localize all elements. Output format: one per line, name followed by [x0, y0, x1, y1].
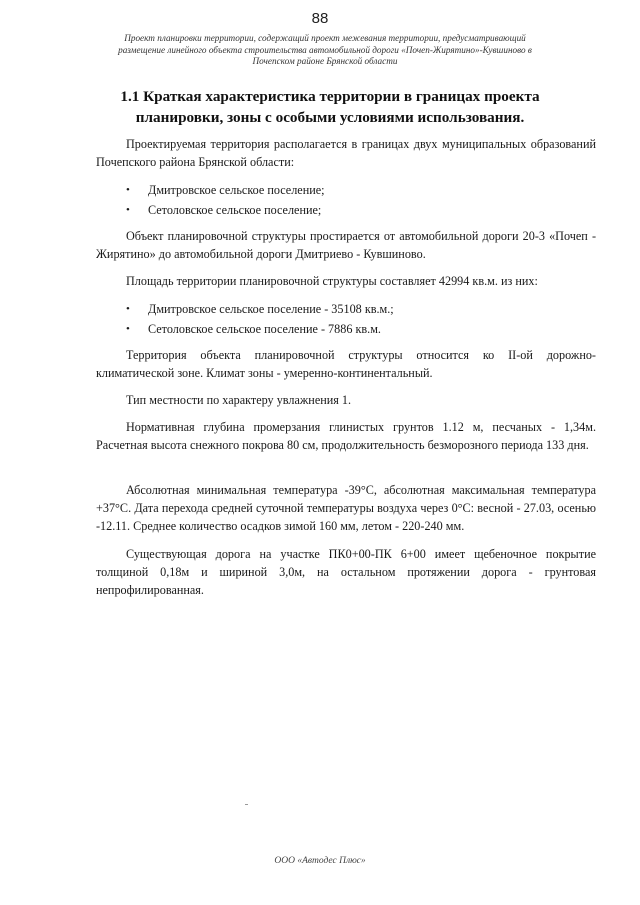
header-line-3: Почепском районе Брянской области	[252, 56, 398, 66]
section-title-line-1: 1.1 Краткая характеристика территории в границах проекта	[120, 88, 540, 105]
page-number: 88	[311, 10, 329, 27]
paragraph-territory-location: Проектируемая территория располагается в границах двух муниципальных образований Почепского района Брянской области:	[96, 137, 596, 169]
section-title-line-2: планировки, зоны с особыми условиями использования.	[135, 109, 525, 126]
list-item: • Дмитровское сельское поселение - 35108 кв.м.;	[126, 299, 566, 319]
paragraph-road-surface: Существующая дорога на участке ПК0+00-ПК 6+00 имеет щебеночное покрытие толщиной 0,18м и шириной 3,0м, на остальном протяжении дорога - грунтовая непрофилированная.	[96, 547, 596, 597]
paragraph-freezing-depth: Нормативная глубина промерзания глинистых грунтов 1.12 м, песчаных - 1,34м. Расчетная высота снежного покрова 80 см, продолжительность безморозного периода 133 дня.	[96, 420, 596, 452]
paragraph-area: Площадь территории планировочной структуры составляет 42994 кв.м. из них:	[126, 274, 538, 288]
scan-mark	[245, 804, 248, 805]
paragraph-object-extent: Объект планировочной структуры простирается от автомобильной дороги 20-3 «Почеп - Жирятино» до автомобильной дороги Дмитриево - Кувшиново.	[96, 229, 596, 261]
footer-company: ООО «Автодес Плюс»	[274, 856, 366, 866]
list-item: • Сетоловское сельское поселение - 7886 кв.м.	[126, 319, 566, 339]
list-settlements	[126, 180, 566, 220]
list-area-by-settlement	[126, 299, 566, 339]
bullet-icon: •	[126, 303, 130, 315]
section-title	[100, 86, 560, 128]
paragraph-moisture-type: Тип местности по характеру увлажнения 1.	[126, 393, 352, 407]
bullet-icon: •	[126, 323, 130, 335]
bullet-icon: •	[126, 204, 130, 216]
document-header	[95, 33, 555, 68]
bullet-icon: •	[126, 184, 130, 196]
list-item: • Сетоловское сельское поселение;	[126, 200, 566, 220]
header-line-2: размещение линейного объекта строительства автомобильной дороги «Почеп-Жирятино»-Кувшиново в	[118, 44, 532, 55]
list-item: • Дмитровское сельское поселение;	[126, 180, 566, 200]
header-line-1: Проект планировки территории, содержащий проект межевания территории, предусматривающий	[124, 33, 526, 43]
paragraph-temperature: Абсолютная минимальная температура -39°С, абсолютная максимальная температура +37°С. Дата перехода средней суточной температуры воздуха через 0°С: весной - 27.03, осенью -12.11. Среднее количество осадков зимой 160 мм, летом - 220-240 мм.	[96, 483, 596, 533]
paragraph-climate-zone: Территория объекта планировочной структуры относится ко II-ой дорожно-климатической зоне. Климат зоны - умеренно-континентальный.	[96, 348, 596, 380]
